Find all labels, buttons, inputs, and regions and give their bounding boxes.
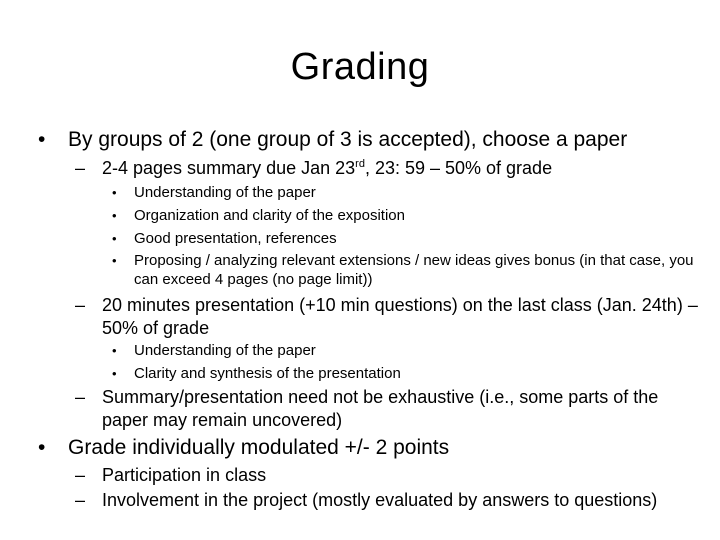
presentation-item-text: Clarity and synthesis of the presentation (134, 365, 401, 382)
sub-bullet-note (75, 386, 707, 432)
bullet-dash: – (75, 295, 86, 315)
summary-item (112, 228, 704, 250)
sub-bullet-summary (75, 157, 702, 180)
bullet-groups (38, 126, 708, 153)
bullet-dot: • (112, 253, 117, 268)
bullet-dot: • (38, 128, 46, 151)
presentation-item-text: Understanding of the paper (134, 342, 316, 359)
bullet-dash: – (75, 387, 86, 407)
summary-item (112, 182, 704, 204)
grade-item (75, 464, 702, 487)
bullet-dash: – (75, 158, 86, 178)
grade-item-text: Participation in class (102, 465, 267, 485)
bullet-groups-text: By groups of 2 (one group of 3 is accepted), choose a paper (68, 128, 628, 151)
summary-item-text: Organization and clarity of the exposition (134, 207, 405, 224)
presentation-text: 20 minutes presentation (+10 min questions) on the last class (Jan. 24th) – 50% of grade (102, 295, 698, 338)
note-text: Summary/presentation need not be exhaustive (i.e., some parts of the paper may remain uncovered) (102, 387, 659, 430)
summary-item-text: Proposing / analyzing relevant extensions / new ideas gives bonus (in that case, you can exceed 4 pages (no page limit)) (134, 252, 694, 288)
summary-item-text: Understanding of the paper (134, 184, 316, 201)
bullet-dot: • (112, 366, 117, 381)
sub-bullet-presentation (75, 294, 702, 340)
bullet-dot: • (38, 436, 46, 459)
summary-item (112, 205, 704, 227)
grade-item (75, 489, 662, 512)
bullet-dot: • (112, 343, 117, 358)
bullet-dot: • (112, 208, 117, 223)
summary-item (112, 251, 704, 289)
bullet-dash: – (75, 490, 86, 510)
presentation-item (112, 363, 704, 385)
bullet-grade (38, 434, 708, 461)
summary-text-post: , 23: 59 – 50% of grade (364, 158, 553, 178)
bullet-dot: • (112, 231, 117, 246)
summary-text-sup: rd (355, 158, 365, 170)
summary-item-text: Good presentation, references (134, 230, 337, 247)
bullet-dash: – (75, 465, 86, 485)
presentation-item (112, 340, 704, 362)
bullet-grade-text: Grade individually modulated +/- 2 points (68, 436, 450, 459)
summary-text-pre: 2-4 pages summary due Jan 23 (102, 158, 356, 178)
grade-item-text: Involvement in the project (mostly evaluated by answers to questions) (102, 490, 658, 510)
bullet-dot: • (112, 185, 117, 200)
slide-title: Grading (290, 46, 430, 88)
